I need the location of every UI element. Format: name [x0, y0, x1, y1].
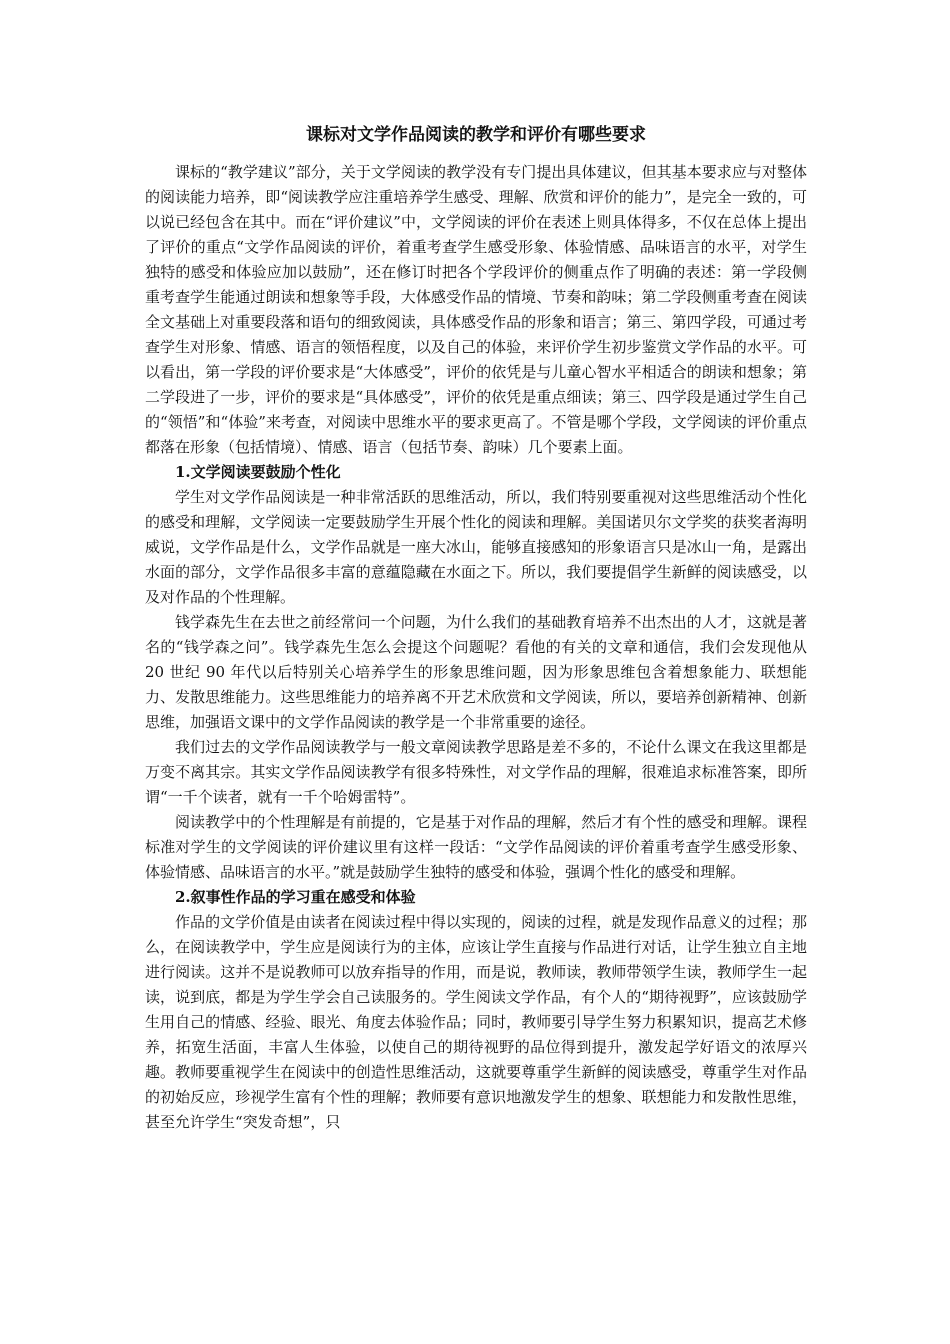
section-2-heading: 2.叙事性作品的学习重在感受和体验 — [175, 888, 416, 906]
document-page — [145, 122, 807, 1135]
section-1-paragraph-1: 学生对文学作品阅读是一种非常活跃的思维活动，所以，我们特别要重视对这些思维活动个性化的感受和理解，文学阅读一定要鼓励学生开展个性化的阅读和理解。美国诺贝尔文学奖的获奖者海明威说，文学作品是什么，文学作品就是一座大冰山，能够直接感知的形象语言只是冰山一角，是露出水面的部分，文学作品很多丰富的意蕴隐藏在水面之下。所以，我们要提倡学生新鲜的阅读感受，以及对作品的个性理解。 — [145, 488, 807, 606]
section-1-paragraph-3: 我们过去的文学作品阅读教学与一般文章阅读教学思路是差不多的，不论什么课文在我这里都是万变不离其宗。其实文学作品阅读教学有很多特殊性，对文学作品的理解，很难追求标准答案，即所谓“一千个读者，就有一千个哈姆雷特”。 — [145, 738, 807, 806]
section-1-heading: 1.文学阅读要鼓励个性化 — [175, 463, 341, 481]
section-2-paragraph-1: 作品的文学价值是由读者在阅读过程中得以实现的，阅读的过程，就是发现作品意义的过程；那么，在阅读教学中，学生应是阅读行为的主体，应该让学生直接与作品进行对话，让学生独立自主地进行阅读。这并不是说教师可以放弃指导的作用，而是说，教师读，教师带领学生读，教师学生一起读，说到底，都是为学生学会自己读服务的。学生阅读文学作品，有个人的“期待视野”，应该鼓励学生用自己的情感、经验、眼光、角度去体验作品；同时，教师要引导学生努力积累知识，提高艺术修养，拓宽生活面，丰富人生体验，以使自己的期待视野的品位得到提升，激发起学好语文的浓厚兴趣。教师要重视学生在阅读中的创造性思维活动，这就要尊重学生新鲜的阅读感受，尊重学生对作品的初始反应，珍视学生富有个性的理解；教师要有意识地激发学生的想象、联想能力和发散性思维，甚至允许学生“突发奇想”，只 — [145, 913, 807, 1131]
document-title: 课标对文学作品阅读的教学和评价有哪些要求 — [306, 125, 646, 145]
intro-paragraph: 课标的“教学建议”部分，关于文学阅读的教学没有专门提出具体建议，但其基本要求应与对整体的阅读能力培养，即“阅读教学应注重培养学生感受、理解、欣赏和评价的能力”，是完全一致的，可以说已经包含在其中。而在“评价建议”中，文学阅读的评价在表述上则具体得多，不仅在总体上提出了评价的重点“文学作品阅读的评价，着重考查学生感受形象、体验情感、品味语言的水平，对学生独特的感受和体验应加以鼓励”，还在修订时把各个学段评价的侧重点作了明确的表述：第一学段侧重考查学生能通过朗读和想象等手段，大体感受作品的情境、节奏和韵味；第二学段侧重考查在阅读全文基础上对重要段落和语句的细致阅读，具体感受作品的形象和语言；第三、第四学段，可通过考查学生对形象、情感、语言的领悟程度，以及自己的体验，来评价学生初步鉴赏文学作品的水平。可以看出，第一学段的评价要求是“大体感受”，评价的依凭是与儿童心智水平相适合的朗读和想象；第二学段进了一步，评价的要求是“具体感受”，评价的依凭是重点细读；第三、四学段是通过学生自己的“领悟”和“体验”来考查，对阅读中思维水平的要求更高了。不管是哪个学段，文学阅读的评价重点都落在形象（包括情境）、情感、语言（包括节奏、韵味）几个要素上面。 — [145, 163, 807, 456]
section-1-paragraph-2: 钱学森先生在去世之前经常问一个问题，为什么我们的基础教育培养不出杰出的人才，这就是著名的“钱学森之问”。钱学森先生怎么会提这个问题呢？看他的有关的文章和通信，我们会发现他从 20 世纪 90 年代以后特别关心培养学生的形象思维问题，因为形象思维包含着想象能力、联想能力、发散思维能力。这些思维能力的培养离不开艺术欣赏和文学阅读，所以，要培养创新精神、创新思维，加强语文课中的文学作品阅读的教学是一个非常重要的途径。 — [145, 613, 807, 731]
section-1-paragraph-4: 阅读教学中的个性理解是有前提的，它是基于对作品的理解，然后才有个性的感受和理解。课程标准对学生的文学阅读的评价建议里有这样一段话：“文学作品阅读的评价着重考查学生感受形象、体验情感、品味语言的水平。”就是鼓励学生独特的感受和体验，强调个性化的感受和理解。 — [145, 813, 807, 881]
